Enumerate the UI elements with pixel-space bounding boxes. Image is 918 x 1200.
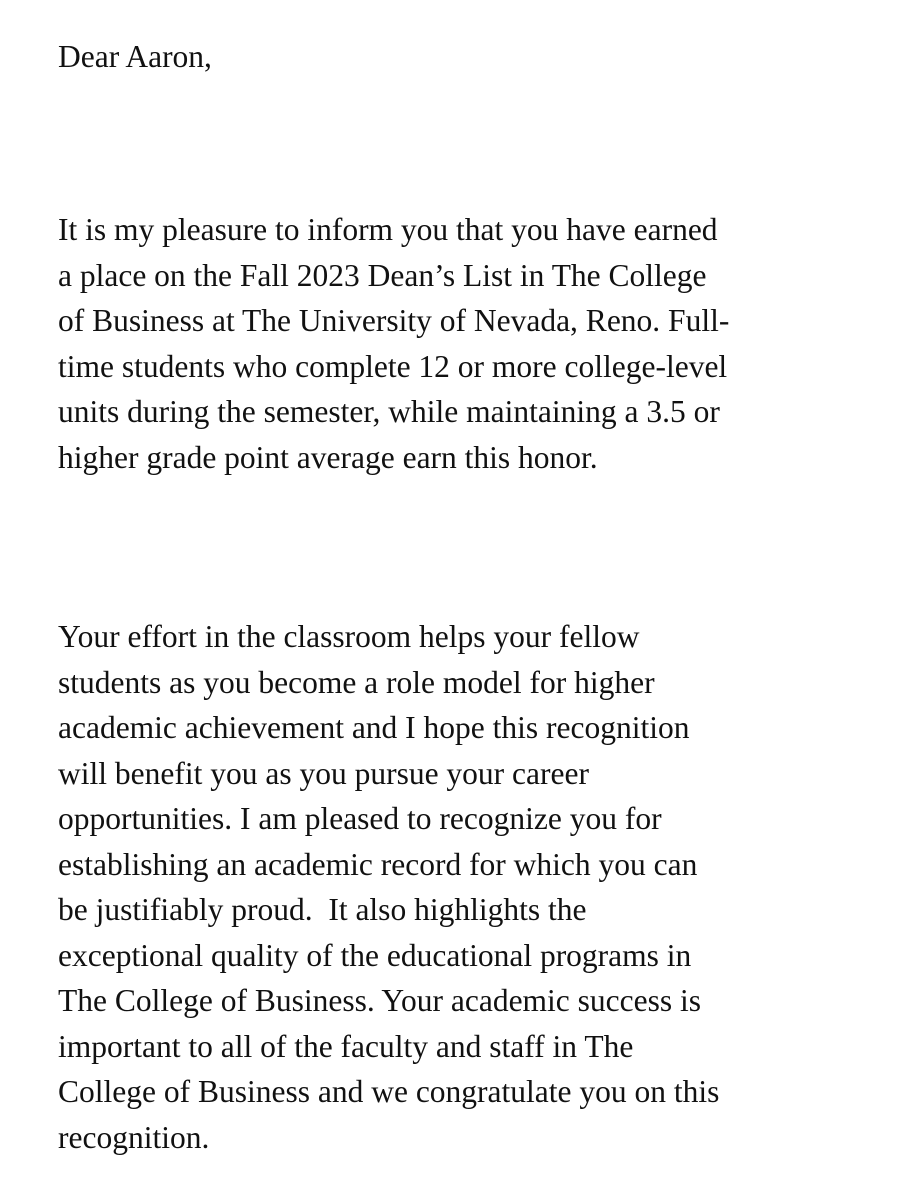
paragraph-line: higher grade point average earn this honor.	[58, 439, 598, 475]
paragraph-line: establishing an academic record for which you can	[58, 846, 698, 882]
paragraph-line: will benefit you as you pursue your career	[58, 755, 589, 791]
paragraph-line: be justifiably proud. It also highlights the	[58, 892, 587, 927]
paragraph-line: important to all of the faculty and staff in The	[58, 1028, 634, 1064]
salutation-text: Dear Aaron,	[58, 39, 212, 74]
paragraph-recognition	[58, 614, 908, 1160]
paragraph-line: recognition.	[58, 1119, 210, 1155]
paragraph-line: units during the semester, while maintaining a 3.5 or	[58, 394, 720, 429]
paragraph-line: opportunities. I am pleased to recognize you for	[58, 801, 662, 836]
paragraph-line: academic achievement and I hope this recognition	[58, 710, 690, 745]
paragraph-line: exceptional quality of the educational programs in	[58, 937, 692, 973]
salutation	[58, 34, 908, 80]
paragraph-line: The College of Business. Your academic success is	[58, 983, 702, 1018]
paragraph-line: students as you become a role model for higher	[58, 664, 655, 700]
paragraph-deans-list	[58, 207, 908, 480]
paragraph-line: College of Business and we congratulate you on this	[58, 1074, 720, 1109]
paragraph-line: a place on the Fall 2023 Dean’s List in The College	[58, 257, 707, 293]
paragraph-line: time students who complete 12 or more college-level	[58, 348, 728, 384]
paragraph-line: It is my pleasure to inform you that you have earned	[58, 212, 718, 247]
paragraph-line: of Business at The University of Nevada, Reno. Full-	[58, 303, 730, 338]
paragraph-line: Your effort in the classroom helps your fellow	[58, 619, 640, 654]
